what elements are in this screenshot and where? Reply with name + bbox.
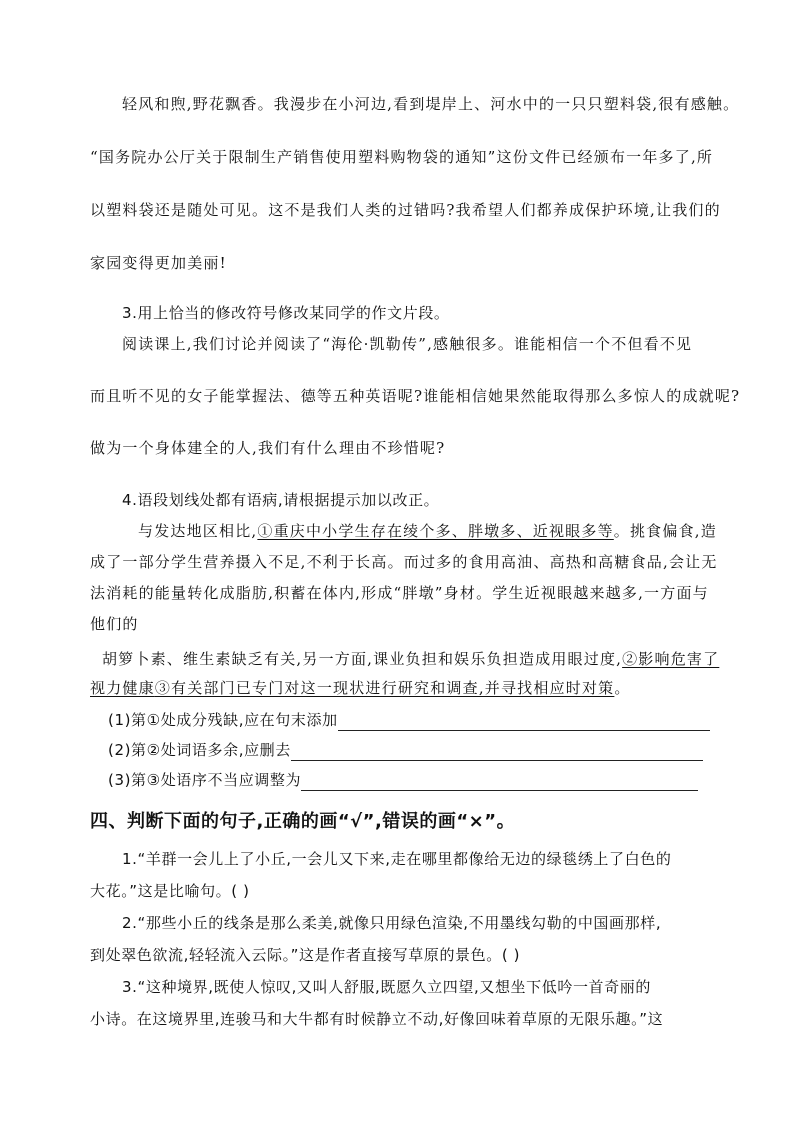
q4-passage-line-6 bbox=[90, 679, 631, 699]
q4-text: 。 bbox=[614, 679, 631, 697]
q4-passage-line-3: 法消耗的能量转化成脂肪,积蓄在体内,形成“胖墩”身材。学生近视眼越来越多,一方面与 bbox=[90, 584, 709, 602]
answer-blank-1[interactable] bbox=[338, 715, 710, 731]
section-4-heading: 四、判断下面的句子,正确的画“√”,错误的画“×”。 bbox=[90, 811, 516, 832]
underlined-error-2-cont: 视力健康 bbox=[90, 679, 155, 697]
q4-text: 胡箩卜素、维生素缺乏有关,另一方面,课业负担和娱乐负担造成用眼过度, bbox=[102, 650, 623, 668]
underlined-error-2: ②影响危害了 bbox=[622, 650, 720, 668]
answer-blank-3[interactable] bbox=[301, 775, 698, 791]
q4-text: 。挑食偏食,造 bbox=[613, 522, 717, 540]
passage-line-3: 以塑料袋还是随处可见。这不是我们人类的过错吗?我希望人们都养成保护环境,让我们的 bbox=[90, 201, 721, 219]
judge-item-1-line-2: 大花。”这是比喻句。( ) bbox=[90, 882, 250, 900]
underlined-error-3: ③有关部门已专门对这一现状进行研究和调查,并寻找相应时对策 bbox=[154, 679, 615, 697]
judge-item-2-line-1: 2.“那些小丘的线条是那么柔美,就像只用绿色渲染,不用墨线勾勒的中国画那样, bbox=[122, 914, 662, 932]
underlined-error-1: ①重庆中小学生存在绫个多、胖墩多、近视眼多等 bbox=[257, 522, 614, 540]
q4-sub-2 bbox=[108, 741, 703, 761]
passage-line-2: “国务院办公厅关于限制生产销售使用塑料购物袋的通知”这份文件已经颁布一年多了,所 bbox=[90, 148, 714, 166]
judge-item-2-line-2: 到处翠色欲流,轻轻流入云际。”这是作者直接写草原的景色。( ) bbox=[90, 946, 521, 964]
judge-item-3-line-1: 3.“这种境界,既使人惊叹,又叫人舒服,既愿久立四望,又想坐下低吟一首奇丽的 bbox=[122, 978, 651, 996]
judge-item-3-line-2: 小诗。在这境界里,连骏马和大牛都有时候静立不动,好像回味着草原的无限乐趣。”这 bbox=[90, 1010, 664, 1028]
question-4-title: 4.语段划线处都有语病,请根据提示加以改正。 bbox=[122, 491, 440, 509]
q4-text: 与发达地区相比, bbox=[138, 522, 258, 540]
passage-line-4: 家园变得更加美丽! bbox=[90, 254, 227, 272]
answer-blank-2[interactable] bbox=[291, 745, 703, 761]
question-3-title: 3.用上恰当的修改符号修改某同学的作文片段。 bbox=[122, 304, 450, 322]
q3-passage-line-1: 阅读课上,我们讨论并阅读了“海伦·凯勒传”,感触很多。谁能相信一个不但看不见 bbox=[122, 335, 693, 353]
q4-passage-line-1 bbox=[138, 522, 717, 542]
q4-sub-3-label: (3)第③处语序不当应调整为 bbox=[108, 771, 302, 789]
q4-passage-line-2: 成了一部分学生营养摄入不足,不利于长高。而过多的食用高油、高热和高糖食品,会让无 bbox=[90, 553, 718, 571]
q4-sub-1-label: (1)第①处成分残缺,应在句末添加 bbox=[108, 711, 338, 729]
q3-passage-line-3: 做为一个身体建全的人,我们有什么理由不珍惜呢? bbox=[90, 439, 446, 457]
q4-passage-line-5 bbox=[102, 650, 719, 670]
q4-sub-1 bbox=[108, 711, 710, 731]
q4-sub-3 bbox=[108, 771, 698, 791]
q4-passage-line-4: 他们的 bbox=[90, 615, 139, 633]
q3-passage-line-2: 而且听不见的女子能掌握法、德等五种英语呢?谁能相信她果然能取得那么多惊人的成就呢? bbox=[90, 387, 741, 405]
passage-line-1: 轻风和煦,野花飘香。我漫步在小河边,看到堤岸上、河水中的一只只塑料袋,很有感触。 bbox=[122, 95, 740, 113]
judge-item-1-line-1: 1.“羊群一会儿上了小丘,一会儿又下来,走在哪里都像给无边的绿毯绣上了白色的 bbox=[122, 850, 672, 868]
q4-sub-2-label: (2)第②处词语多余,应删去 bbox=[108, 741, 291, 759]
